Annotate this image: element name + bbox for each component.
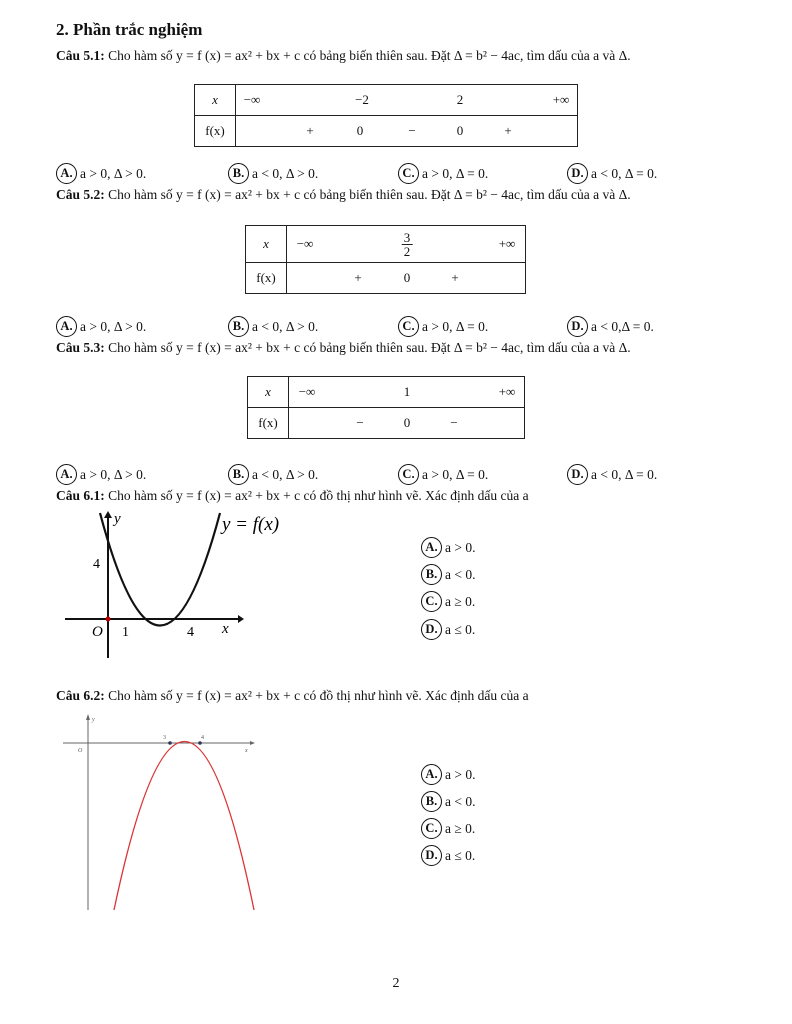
option-letter: C. [398, 464, 419, 485]
root-point [198, 741, 202, 745]
option-text: a < 0,Δ = 0. [591, 318, 654, 334]
option-text: a < 0. [445, 793, 476, 809]
x-tick-label: 1 [122, 625, 129, 640]
table-x-row [287, 226, 526, 263]
option-d[interactable] [421, 619, 475, 640]
sign-value: + [354, 270, 362, 285]
option-a[interactable] [421, 537, 475, 558]
option-text: a > 0, Δ > 0. [80, 318, 147, 334]
option-letter: D. [567, 163, 588, 184]
option-letter: A. [421, 764, 442, 785]
table-f-header: f(x) [195, 116, 236, 147]
y-axis-label: y [114, 511, 121, 527]
option-letter: B. [228, 163, 249, 184]
sign-value: − [450, 415, 458, 430]
option-b[interactable] [421, 791, 475, 812]
sign-value: − [356, 415, 364, 430]
x-tick-label: 4 [201, 735, 204, 741]
option-a[interactable] [56, 163, 146, 184]
x-axis-arrow [250, 741, 255, 745]
question-label: Câu 5.1: [56, 48, 105, 63]
sign-value: 0 [403, 270, 411, 285]
x-value: −∞ [298, 384, 316, 399]
x-tick-label: 4 [187, 625, 194, 640]
x-value: −∞ [296, 236, 314, 251]
option-c[interactable] [421, 818, 475, 839]
question-6-1 [56, 488, 529, 504]
root-point [168, 741, 172, 745]
table-f-row [236, 116, 578, 147]
table-x-row [289, 377, 525, 408]
question-text: Cho hàm số y = f (x) = ax² + bx + c có bảng biến thiên sau. Đặt Δ = b² − 4ac, tìm dấu của a và Δ. [108, 187, 631, 202]
option-letter: B. [421, 564, 442, 585]
sign-value: + [306, 123, 314, 138]
origin-label: O [78, 748, 83, 754]
question-5-3 [56, 340, 631, 356]
question-text: Cho hàm số y = f (x) = ax² + bx + c có đồ thị như hình vẽ. Xác định dấu của a [108, 688, 529, 703]
x-axis-label: x [222, 621, 229, 637]
option-text: a > 0, Δ = 0. [422, 165, 489, 181]
option-text: a < 0, Δ = 0. [591, 466, 658, 482]
x-axis-arrow [238, 615, 244, 623]
option-text: a ≤ 0. [445, 847, 476, 863]
x-tick-label: 3 [163, 735, 166, 741]
option-letter: C. [398, 163, 419, 184]
option-text: a ≥ 0. [445, 593, 476, 609]
x-value: +∞ [498, 236, 516, 251]
origin-point [106, 617, 111, 622]
option-d[interactable] [567, 316, 654, 337]
parabola-graph-6-1 [60, 508, 310, 658]
option-b[interactable] [228, 316, 318, 337]
option-text: a < 0. [445, 566, 476, 582]
parabola-graph-6-2 [58, 712, 268, 912]
option-d[interactable] [567, 163, 657, 184]
variation-table-5-1 [194, 84, 578, 147]
x-value: +∞ [552, 92, 570, 107]
question-label: Câu 6.1: [56, 488, 105, 503]
question-label: Câu 5.2: [56, 187, 105, 202]
option-b[interactable] [228, 163, 318, 184]
question-text: Cho hàm số y = f (x) = ax² + bx + c có đồ thị như hình vẽ. Xác định dấu của a [108, 488, 529, 503]
option-letter: C. [398, 316, 419, 337]
option-text: a < 0, Δ > 0. [252, 318, 319, 334]
option-a[interactable] [421, 764, 475, 785]
question-6-2 [56, 688, 529, 704]
page-number: 2 [392, 976, 400, 991]
y-axis-arrow [86, 714, 90, 720]
option-text: a < 0, Δ > 0. [252, 466, 319, 482]
option-c[interactable] [398, 316, 488, 337]
parabola-curve [100, 513, 220, 626]
option-text: a < 0, Δ = 0. [591, 165, 658, 181]
x-axis-label: x [245, 748, 248, 754]
table-x-header: x [195, 85, 236, 116]
x-value: −∞ [243, 92, 261, 107]
option-text: a > 0, Δ > 0. [80, 165, 147, 181]
option-c[interactable] [421, 591, 475, 612]
option-letter: D. [421, 619, 442, 640]
table-x-row [236, 85, 578, 116]
x-value: 1 [403, 384, 411, 399]
origin-label: O [92, 624, 103, 640]
option-d[interactable] [567, 464, 657, 485]
option-letter: A. [56, 163, 77, 184]
sign-value: 0 [403, 415, 411, 430]
option-text: a > 0. [445, 766, 476, 782]
option-c[interactable] [398, 163, 488, 184]
y-axis-label: y [92, 717, 95, 723]
option-text: a ≥ 0. [445, 820, 476, 836]
option-a[interactable] [56, 464, 146, 485]
option-b[interactable] [421, 564, 475, 585]
option-d[interactable] [421, 845, 475, 866]
table-f-header: f(x) [248, 408, 289, 439]
parabola-curve [114, 742, 254, 911]
x-value-fraction: $\frac{3}{2}$ [403, 230, 411, 259]
x-value: −2 [355, 92, 369, 107]
y-tick-label: 4 [93, 557, 100, 572]
option-letter: C. [421, 818, 442, 839]
option-text: a < 0, Δ > 0. [252, 165, 319, 181]
option-text: a > 0, Δ = 0. [422, 318, 489, 334]
option-text: a > 0, Δ > 0. [80, 466, 147, 482]
option-text: a > 0, Δ = 0. [422, 466, 489, 482]
sign-value: 0 [456, 123, 464, 138]
table-x-header: x [246, 226, 287, 263]
sign-value: + [451, 270, 459, 285]
question-label: Câu 6.2: [56, 688, 105, 703]
option-letter: B. [228, 316, 249, 337]
x-value: 2 [456, 92, 464, 107]
option-b[interactable] [228, 464, 318, 485]
x-value: +∞ [498, 384, 516, 399]
question-5-2 [56, 187, 631, 203]
curve-label: y = f(x) [222, 514, 280, 535]
question-label: Câu 5.3: [56, 340, 105, 355]
option-letter: A. [56, 464, 77, 485]
question-text: Cho hàm số y = f (x) = ax² + bx + c có bảng biến thiên sau. Đặt Δ = b² − 4ac, tìm dấu của a và Δ. [108, 48, 631, 63]
option-letter: D. [421, 845, 442, 866]
option-letter: D. [567, 316, 588, 337]
sign-value: 0 [356, 123, 364, 138]
sign-value: + [504, 123, 512, 138]
variation-table-5-2 [245, 225, 526, 294]
table-f-header: f(x) [246, 263, 287, 294]
option-a[interactable] [56, 316, 146, 337]
sign-value: − [408, 123, 416, 138]
option-letter: B. [228, 464, 249, 485]
y-axis-arrow [104, 511, 112, 518]
option-letter: A. [421, 537, 442, 558]
option-letter: A. [56, 316, 77, 337]
table-x-header: x [248, 377, 289, 408]
option-text: a > 0. [445, 539, 476, 555]
option-letter: C. [421, 591, 442, 612]
variation-table-5-3 [247, 376, 525, 439]
question-5-1 [56, 48, 631, 64]
option-text: a ≤ 0. [445, 621, 476, 637]
table-f-row [289, 408, 525, 439]
table-f-row [287, 263, 526, 294]
question-text: Cho hàm số y = f (x) = ax² + bx + c có bảng biến thiên sau. Đặt Δ = b² − 4ac, tìm dấu của a và Δ. [108, 340, 631, 355]
section-title: 2. Phần trắc nghiệm [56, 20, 203, 39]
option-c[interactable] [398, 464, 488, 485]
option-letter: D. [567, 464, 588, 485]
option-letter: B. [421, 791, 442, 812]
